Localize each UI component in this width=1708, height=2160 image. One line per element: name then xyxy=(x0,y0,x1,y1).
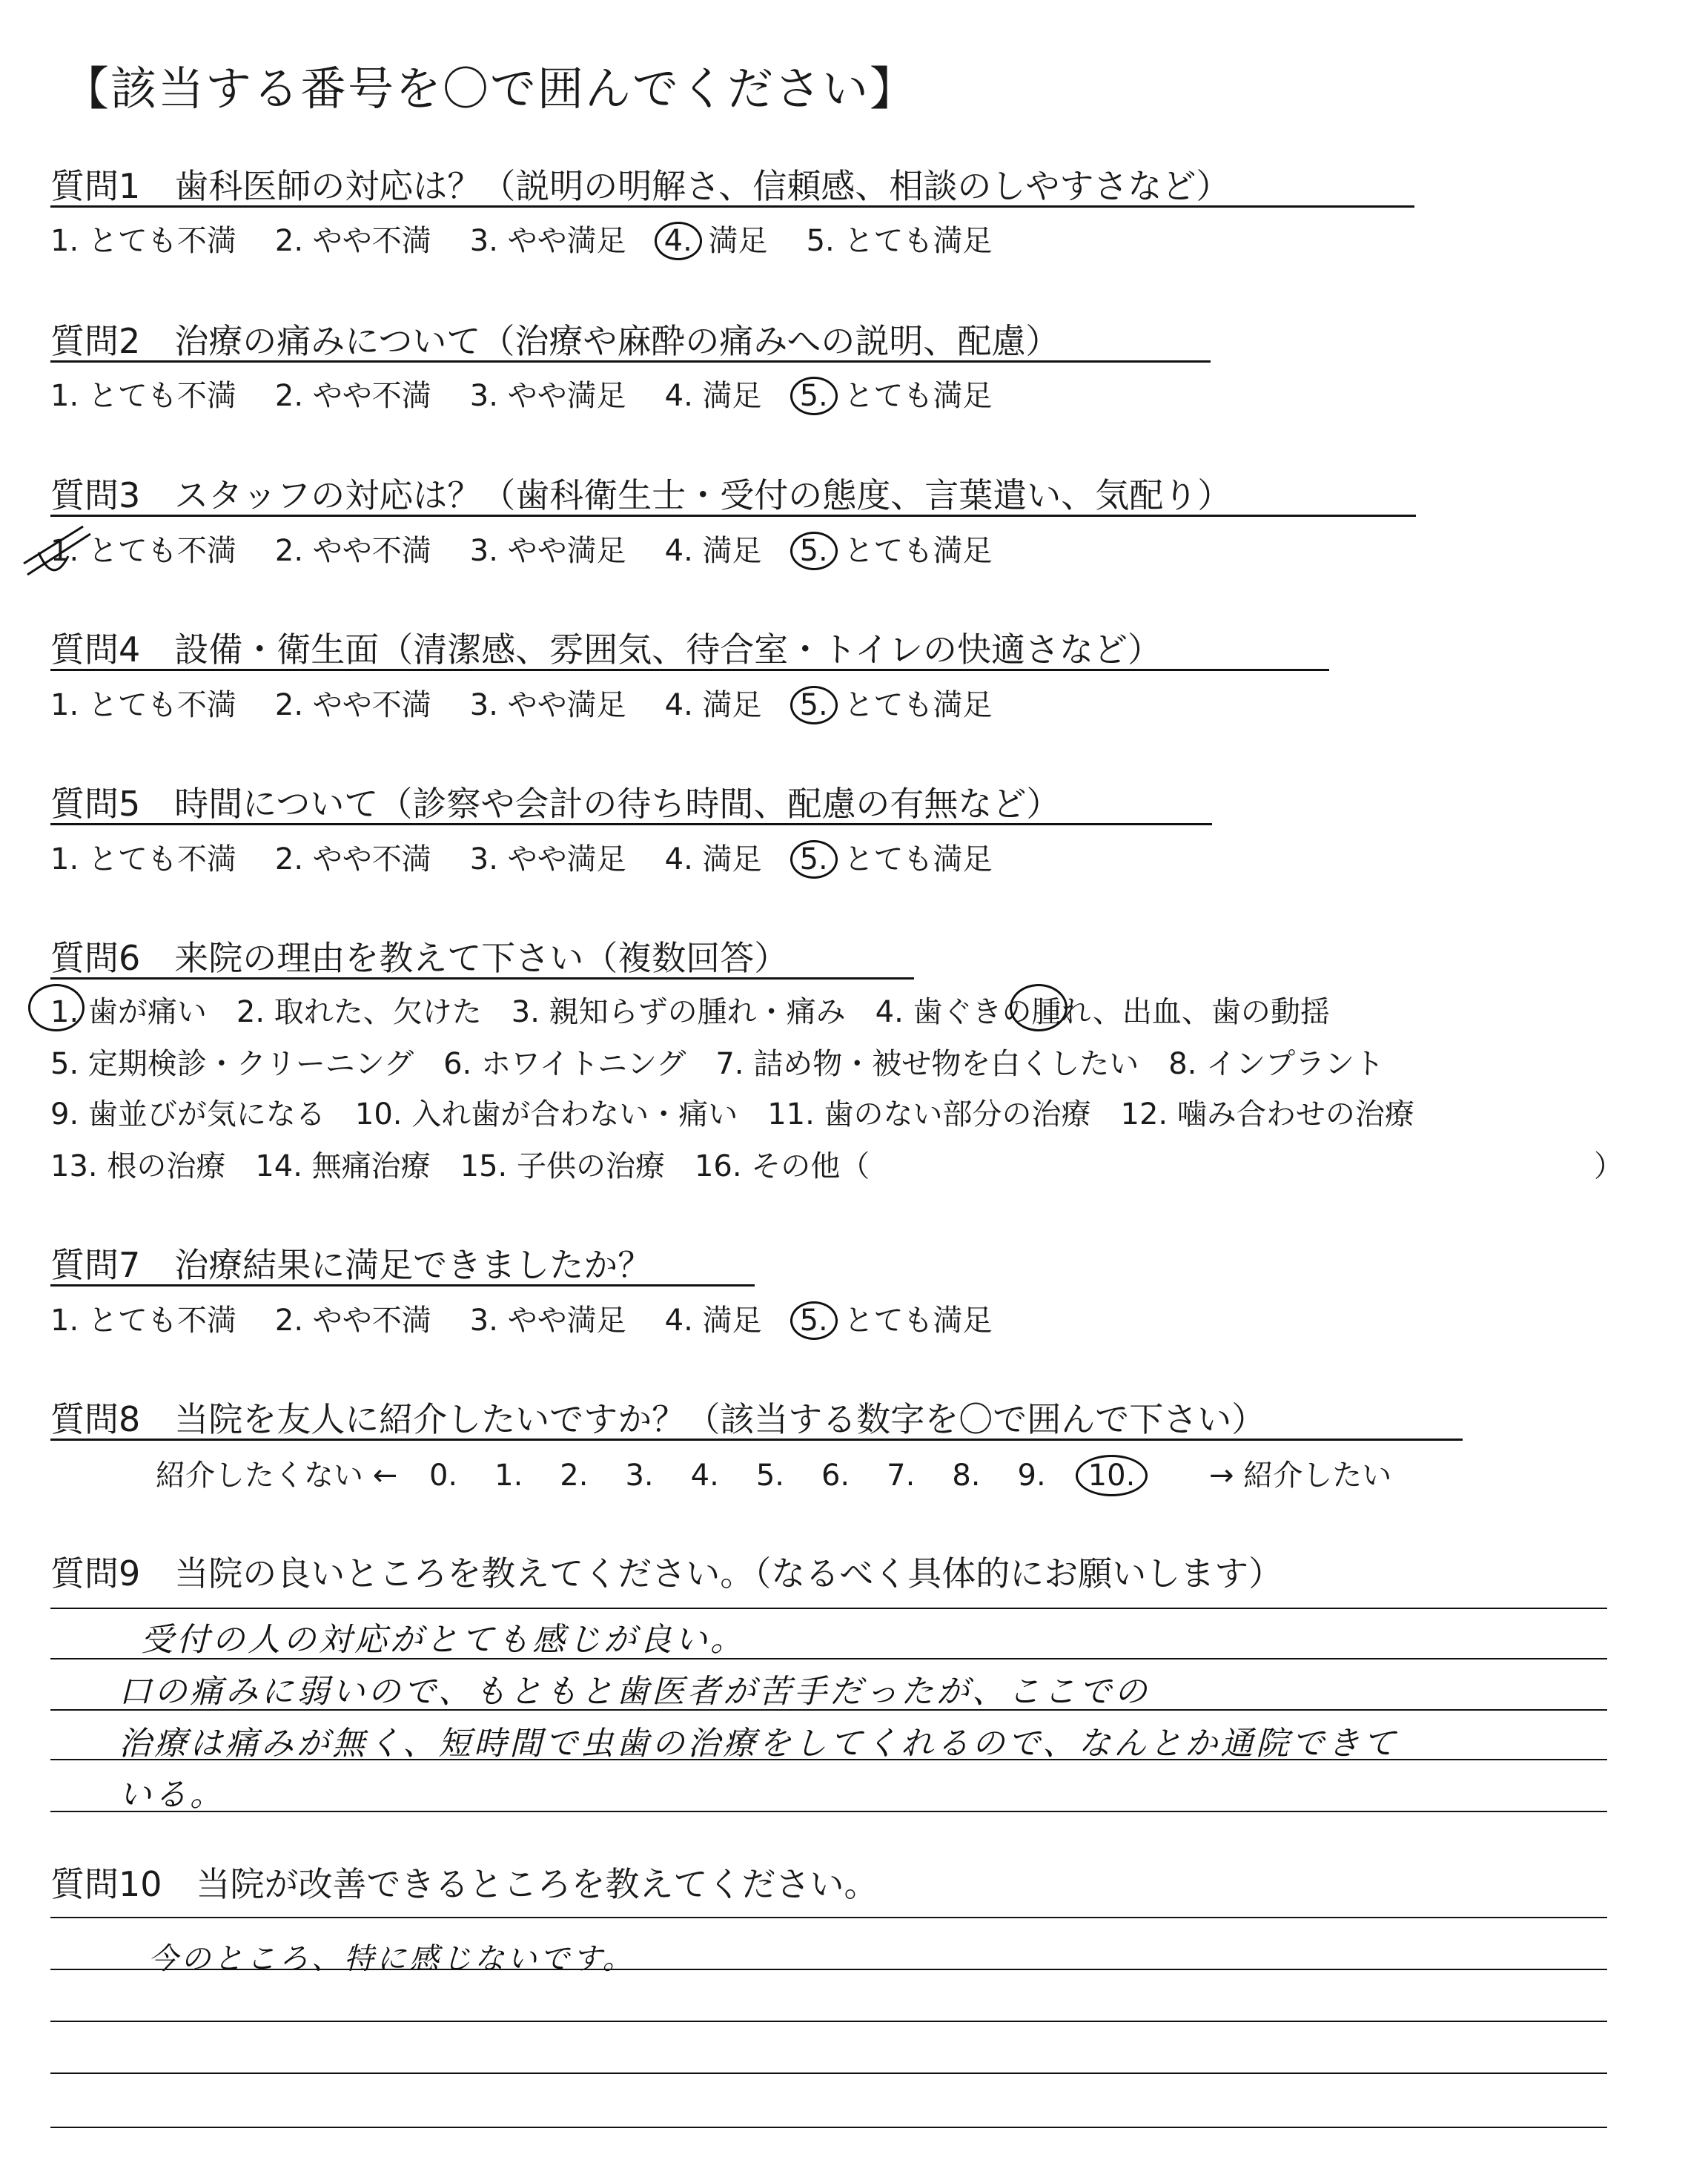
question-4-underline xyxy=(50,669,1329,671)
option-label: やや満足 xyxy=(497,688,626,722)
question-1-options xyxy=(50,217,1030,260)
question-3-option-2 xyxy=(275,527,431,569)
question-1-label: 質問1 歯科医師の対応は？（説明の明解さ、信頼感、相談のしやすさなど） xyxy=(50,166,1231,206)
option-number: 1. xyxy=(50,688,79,722)
option-label: やや満足 xyxy=(497,379,626,413)
option-number: 3. xyxy=(469,534,498,568)
question-3-options xyxy=(50,527,1030,570)
option-label: とても不満 xyxy=(79,224,236,258)
question-2-option-2 xyxy=(275,372,431,415)
question-1-option-5 xyxy=(807,217,993,260)
scale-number: 9. xyxy=(1017,1459,1046,1493)
option-number: 3. xyxy=(469,688,498,722)
option-label: とても不満 xyxy=(79,1304,236,1338)
question-3-option-3 xyxy=(470,527,626,569)
question-5-option-2 xyxy=(275,836,431,878)
option-number: 1. xyxy=(50,1304,79,1338)
question-8-scale xyxy=(156,1452,1414,1494)
question-6-selection-circle-1 xyxy=(28,984,85,1031)
question-5-option-1 xyxy=(50,836,236,878)
question-4-label: 質問4 設備・衛生面（清潔感、雰囲気、待合室・トイレの快適さなど） xyxy=(50,630,1162,670)
question-8-label: 質問8 当院を友人に紹介したいですか？（該当する数字を〇で囲んで下さい） xyxy=(50,1399,1266,1439)
option-number: 4. xyxy=(664,379,693,413)
option-number: 4. xyxy=(664,1304,693,1338)
question-6-row-4: 13. 根の治療 14. 無痛治療 15. 子供の治療 16. その他（ xyxy=(50,1149,870,1183)
option-label: やや不満 xyxy=(303,224,431,258)
answer-line xyxy=(50,1917,1607,1918)
answer-line xyxy=(50,2021,1607,2022)
option-label: とても満足 xyxy=(834,224,993,258)
question-2-option-4 xyxy=(665,372,762,415)
answer-line xyxy=(50,2073,1607,2074)
scale-number: 1. xyxy=(494,1459,523,1493)
option-number: 3. xyxy=(469,1304,498,1338)
option-label: とても満足 xyxy=(834,534,993,568)
question-7-option-2 xyxy=(275,1297,431,1339)
option-number: 3. xyxy=(469,379,498,413)
question-5-underline xyxy=(50,823,1212,825)
option-label: 満足 xyxy=(698,224,768,258)
option-label: とても満足 xyxy=(834,688,993,722)
option-label: 満足 xyxy=(692,379,762,413)
scale-right-label: → 紹介したい xyxy=(1209,1459,1392,1493)
option-number: 2. xyxy=(274,379,304,413)
option-label: やや不満 xyxy=(303,534,431,568)
option-number: 4. xyxy=(664,842,693,876)
question-1-option-2 xyxy=(275,217,431,260)
q9-handwritten-line-3: 治療は痛みが無く、短時間で虫歯の治療をしてくれるので、なんとか通院できて xyxy=(119,1725,1399,1763)
scale-number: 6. xyxy=(821,1459,850,1493)
q9-handwritten-line-2: 口の痛みに弱いので、もともと歯医者が苦手だったが、ここでの xyxy=(119,1673,1151,1711)
question-7-option-5 xyxy=(801,1297,993,1340)
option-label: やや不満 xyxy=(303,379,431,413)
scale-number: 4. xyxy=(690,1459,719,1493)
option-label: やや満足 xyxy=(497,224,626,258)
option-number: 5. xyxy=(806,224,835,258)
option-number: 5. xyxy=(790,532,838,570)
scale-number: 5. xyxy=(755,1459,784,1493)
option-number: 5. xyxy=(790,377,838,415)
question-1-option-1 xyxy=(50,217,236,260)
option-number: 1. xyxy=(50,534,79,568)
question-5-label: 質問5 時間について（診察や会計の待ち時間、配慮の有無など） xyxy=(50,784,1061,824)
option-label: やや不満 xyxy=(303,688,431,722)
option-label: やや不満 xyxy=(303,842,431,876)
question-1-option-3 xyxy=(470,217,626,260)
option-label: やや満足 xyxy=(497,534,626,568)
question-5-options xyxy=(50,836,1030,879)
question-8-underline xyxy=(50,1439,1463,1441)
question-4-option-2 xyxy=(275,681,431,724)
question-2-option-3 xyxy=(470,372,626,415)
option-number: 2. xyxy=(274,1304,304,1338)
option-number: 2. xyxy=(274,688,304,722)
question-6-other-close-paren: ） xyxy=(1594,1149,1623,1183)
option-label: とても満足 xyxy=(834,1304,993,1338)
answer-line xyxy=(50,2127,1607,2128)
question-3-label: 質問3 スタッフの対応は？（歯科衛生士・受付の態度、言葉遣い、気配り） xyxy=(50,475,1232,515)
option-label: 満足 xyxy=(692,534,762,568)
option-label: 満足 xyxy=(692,842,762,876)
question-2-label: 質問2 治療の痛みについて（治療や麻酔の痛みへの説明、配慮） xyxy=(50,321,1060,361)
question-10-label: 質問10 当院が改善できるところを教えてください。 xyxy=(50,1864,878,1904)
scale-number: 8. xyxy=(952,1459,981,1493)
option-label: とても不満 xyxy=(79,534,236,568)
option-number: 3. xyxy=(469,842,498,876)
option-number: 4. xyxy=(664,534,693,568)
option-label: とても不満 xyxy=(79,842,236,876)
q10-handwritten-line-1: 今のところ、特に感じないです。 xyxy=(148,1942,635,1976)
option-label: とても不満 xyxy=(79,379,236,413)
option-number: 3. xyxy=(469,224,498,258)
question-1-option-4 xyxy=(665,217,768,260)
scale-number: 0. xyxy=(428,1459,458,1493)
question-6-row-1: 1. 歯が痛い 2. 取れた、欠けた 3. 親知らずの腫れ・痛み 4. 歯ぐきの腫れ、出血、歯の動揺 xyxy=(50,995,1330,1029)
question-4-option-3 xyxy=(470,681,626,724)
question-4-options xyxy=(50,681,1030,724)
option-number: 4. xyxy=(655,222,702,260)
option-label: やや満足 xyxy=(497,1304,626,1338)
option-number: 5. xyxy=(790,1301,838,1340)
question-7-options xyxy=(50,1297,1030,1340)
question-2-options xyxy=(50,372,1030,415)
question-4-option-5 xyxy=(801,681,993,724)
question-6-selection-circle-4 xyxy=(1010,984,1068,1031)
scale-left-label: 紹介したくない ← xyxy=(156,1459,398,1493)
option-label: 満足 xyxy=(692,1304,762,1338)
option-number: 1. xyxy=(50,842,79,876)
option-number: 5. xyxy=(790,840,838,879)
option-label: やや不満 xyxy=(303,1304,431,1338)
option-number: 1. xyxy=(50,224,79,258)
question-6-row-2: 5. 定期検診・クリーニング 6. ホワイトニング 7. 詰め物・被せ物を白くしたい 8. インプラント xyxy=(50,1047,1385,1081)
pen-scribble-mark xyxy=(16,512,98,593)
question-2-option-1 xyxy=(50,372,236,415)
option-label: とても満足 xyxy=(834,842,993,876)
question-6-label: 質問6 来院の理由を教えて下さい（複数回答） xyxy=(50,938,789,978)
question-7-underline xyxy=(50,1284,755,1287)
question-7-option-3 xyxy=(470,1297,626,1339)
question-5-option-5 xyxy=(801,836,993,879)
scale-number: 7. xyxy=(887,1459,916,1493)
option-number: 1. xyxy=(50,379,79,413)
scale-number: 10. xyxy=(1076,1455,1148,1496)
question-7-label: 質問7 治療結果に満足できましたか？ xyxy=(50,1245,652,1285)
question-5-option-3 xyxy=(470,836,626,878)
answer-line xyxy=(50,1811,1607,1812)
question-5-option-4 xyxy=(665,836,762,878)
question-2-underline xyxy=(50,360,1211,363)
question-7-option-4 xyxy=(665,1297,762,1339)
page-title: 【該当する番号を〇で囲んでください】 xyxy=(63,62,918,116)
option-number: 4. xyxy=(664,688,693,722)
question-6-row-3: 9. 歯並びが気になる 10. 入れ歯が合わない・痛い 11. 歯のない部分の治療 12. 噛み合わせの治療 xyxy=(50,1097,1414,1132)
q9-handwritten-line-4: いる。 xyxy=(119,1776,225,1814)
question-4-option-4 xyxy=(665,681,762,724)
option-label: やや満足 xyxy=(497,842,626,876)
question-2-option-5 xyxy=(801,372,993,415)
question-3-option-5 xyxy=(801,527,993,570)
question-9-label: 質問9 当院の良いところを教えてください。（なるべく具体的にお願いします） xyxy=(50,1553,1283,1593)
scale-number: 3. xyxy=(625,1459,654,1493)
question-3-underline xyxy=(50,515,1416,517)
option-number: 2. xyxy=(274,224,304,258)
option-number: 2. xyxy=(274,842,304,876)
question-1-underline xyxy=(50,205,1414,208)
option-label: 満足 xyxy=(692,688,762,722)
q9-handwritten-line-1: 受付の人の対応がとても感じが良い。 xyxy=(141,1621,746,1659)
question-3-option-4 xyxy=(665,527,762,569)
option-label: とても不満 xyxy=(79,688,236,722)
question-6-underline xyxy=(50,977,914,980)
question-4-option-1 xyxy=(50,681,236,724)
answer-line xyxy=(50,1608,1607,1609)
option-number: 2. xyxy=(274,534,304,568)
scale-number: 2. xyxy=(560,1459,589,1493)
option-number: 5. xyxy=(790,686,838,724)
option-label: とても満足 xyxy=(834,379,993,413)
question-7-option-1 xyxy=(50,1297,236,1339)
